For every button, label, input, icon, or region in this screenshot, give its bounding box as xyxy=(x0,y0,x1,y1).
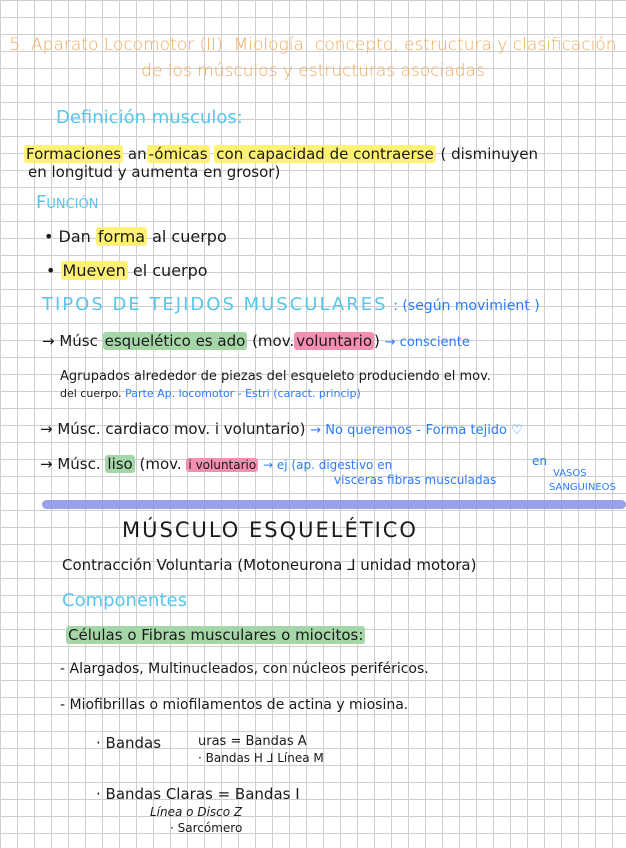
liso-vasos-1: VASOS xyxy=(553,468,587,479)
bandas-uras: uras = Bandas A xyxy=(198,734,307,749)
esq-desc-2-b: Parte Ap. locomotor - Estri (caract. princip) xyxy=(125,387,361,400)
card-b: mov. i voluntario) xyxy=(173,420,306,438)
linea-disco-z: Línea o Disco Z xyxy=(150,805,243,819)
highlight-celulas: Células o Fibras musculares o miocitos: xyxy=(68,626,364,644)
funcion-item-2-post: el cuerpo xyxy=(132,261,208,280)
liso-a: → Músc. xyxy=(40,455,101,473)
liso-c: → ej (ap. digestivo en xyxy=(263,458,393,472)
tipos-heading-row xyxy=(42,295,540,316)
liso-e: visceras fibras musculadas xyxy=(334,473,497,487)
esq-desc-2 xyxy=(60,388,361,401)
highlight-forma: forma xyxy=(97,227,145,246)
funcion-item-1 xyxy=(44,228,227,246)
contraccion-line: Contracción Voluntaria (Motoneurona ⅃ unidad motora) xyxy=(62,556,477,574)
tipos-heading: TIPOS DE TEJIDOS MUSCULARES xyxy=(42,294,388,315)
funcion-heading: Función xyxy=(36,192,99,213)
esq-result: → consciente xyxy=(384,335,470,350)
celulas-item-2: - Miofibrillas o miofilamentos de actina y miosina. xyxy=(60,697,409,713)
celulas-item-1: - Alargados, Multinucleados, con núcleos periféricos. xyxy=(60,661,429,677)
highlight-liso: liso xyxy=(107,455,133,473)
highlight-i-voluntario: i voluntario xyxy=(188,458,257,472)
tipo-esqueletico xyxy=(42,333,470,351)
bandas-sub: · Bandas H ⅃ Línea M xyxy=(198,751,324,765)
funcion-item-1-post: al cuerpo xyxy=(152,227,227,246)
funcion-item-2 xyxy=(46,262,208,280)
highlight-mueven: Mueven xyxy=(62,261,126,280)
definicion-heading: Definición musculos: xyxy=(56,107,243,128)
tipo-liso xyxy=(40,456,392,473)
sarcomero: · Sarcómero xyxy=(170,821,243,835)
liso-vasos-2: SANGUINEOS xyxy=(549,482,616,493)
liso-d: en xyxy=(532,454,547,468)
funcion-item-2-pre: • xyxy=(46,261,56,280)
definicion-line-1 xyxy=(24,146,538,163)
card-c: → No queremos - xyxy=(310,423,421,438)
bandas-label: · Bandas xyxy=(96,734,162,752)
funcion-item-1-pre: • Dan xyxy=(44,227,91,246)
page-title: 5. Aparato Locomotor (II). Miología: concepto, estructura y clasificación xyxy=(9,35,617,55)
bandas-claras: · Bandas Claras = Bandas I xyxy=(96,785,300,803)
esq-arrow: → Músc xyxy=(42,332,98,350)
tipo-cardiaco xyxy=(40,421,523,439)
highlight-voluntario: voluntario xyxy=(296,332,373,350)
highlight-formaciones: Formaciones xyxy=(26,145,122,163)
musculo-heading: MÚSCULO ESQUELÉTICO xyxy=(122,518,418,542)
tipos-note: : (según movimient ) xyxy=(393,298,540,314)
card-d: Forma tejido ♡ xyxy=(425,423,523,438)
section-divider xyxy=(42,500,626,509)
esq-desc-2-a: del cuerpo. xyxy=(60,387,122,400)
page-subtitle: de los músculos y estructuras asociadas xyxy=(141,61,485,81)
highlight-omicas: -ómicas xyxy=(148,145,208,163)
highlight-contraerse: con capacidad de contraerse xyxy=(216,145,434,163)
componentes-heading: Componentes xyxy=(62,590,187,611)
esq-desc-1: Agrupados alrededor de piezas del esqueleto produciendo el mov. xyxy=(60,369,491,384)
esq-close: ) xyxy=(374,332,380,350)
liso-b: (mov. xyxy=(139,455,182,473)
text-disminuyen: ( disminuyen xyxy=(440,145,539,163)
celulas-line xyxy=(66,627,365,644)
esq-mov: (mov. xyxy=(252,332,295,350)
definicion-line-2: en longitud y aumenta en grosor) xyxy=(28,163,281,181)
card-a: → Músc. cardiaco xyxy=(40,420,170,438)
text-an: an xyxy=(127,145,147,163)
highlight-esqueletico: esquelético es ado xyxy=(104,332,246,350)
